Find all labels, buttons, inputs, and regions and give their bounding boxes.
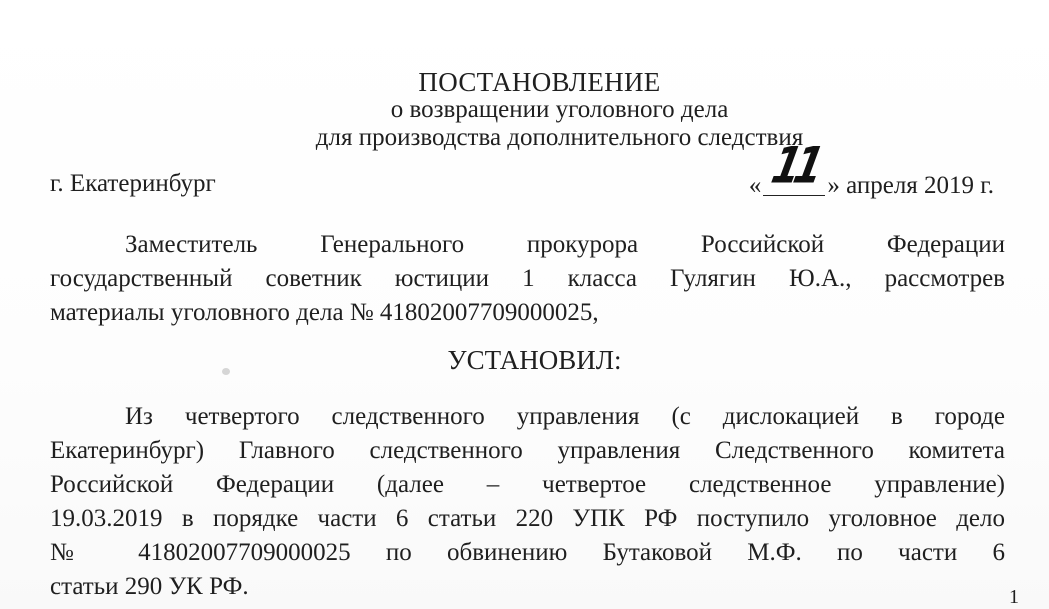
document-title: ПОСТАНОВЛЕНИЕ — [418, 67, 661, 97]
city-label: г. Екатеринбург — [50, 170, 216, 197]
date-open-quote: « — [748, 172, 762, 199]
date-day-field — [763, 137, 825, 196]
footnote-marker: 1 — [1009, 586, 1019, 608]
date-month-year: » апреля 2019 г. — [827, 172, 994, 199]
intro-paragraph — [50, 228, 1005, 330]
paragraph-line: № 41802007709000025 по обвинению Бутаковой М.Ф. по части 6 — [50, 539, 1005, 566]
section-heading-established: УСТАНОВИЛ: — [447, 345, 622, 375]
paragraph-line: Заместитель Генерального прокурора Российской Федерации — [125, 231, 1005, 258]
paragraph-line: 19.03.2019 в порядке части 6 статьи 220 УПК РФ поступило уголовное дело — [50, 505, 1005, 532]
document-title-block — [0, 68, 1049, 152]
paragraph-line: Из четвертого следственного управления (с дислокацией в городе — [125, 403, 1005, 430]
paragraph-line: Екатеринбург) Главного следственного управления Следственного комитета — [50, 437, 1005, 464]
main-paragraph — [50, 400, 1005, 604]
paragraph-line: Российской Федерации (далее – четвертое следственное управление) — [50, 471, 1005, 498]
document-date — [748, 137, 994, 200]
document-subtitle-line-1: о возвращении уголовного дела — [390, 96, 729, 123]
paragraph-line: статьи 290 УК РФ. — [50, 573, 249, 600]
handwritten-day: 11 — [767, 137, 824, 195]
paragraph-line: государственный советник юстиции 1 класса Гулягин Ю.А., рассмотрев — [50, 265, 1005, 292]
paragraph-line: материалы уголовного дела № 41802007709000025, — [50, 299, 599, 326]
document-subtitle-line-2: для производства дополнительного следствия — [315, 124, 804, 151]
